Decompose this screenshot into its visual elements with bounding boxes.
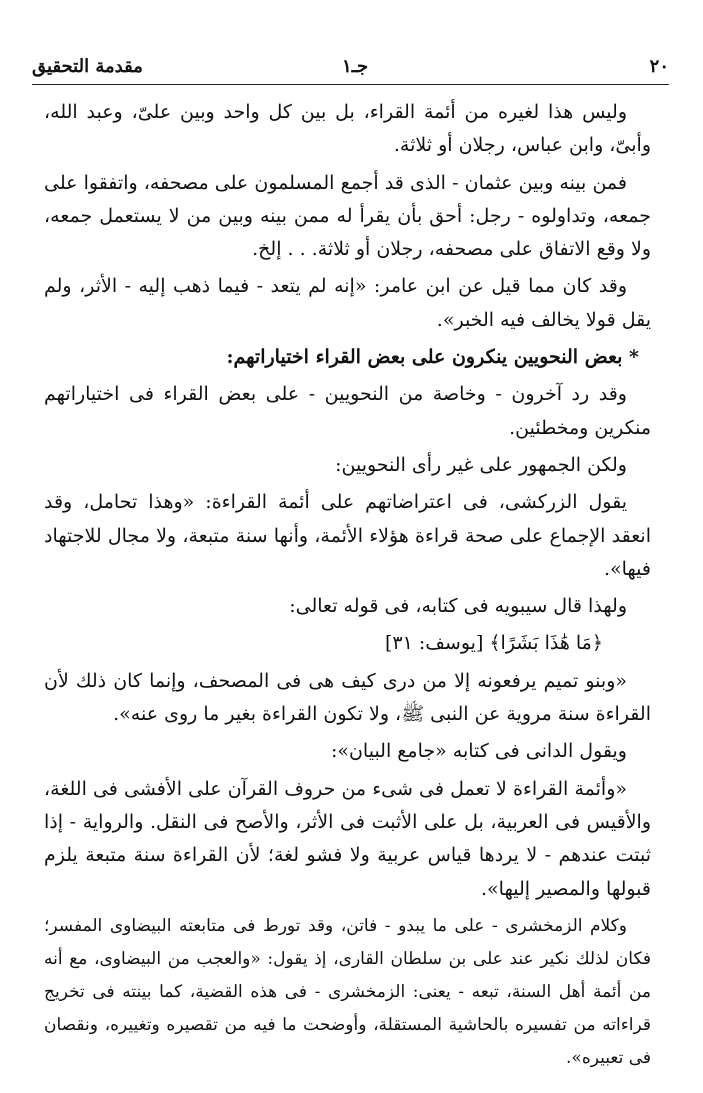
paragraph: فمن بينه وبين عثمان - الذى قد أجمع المسلمون على مصحفه، واتفقوا على جمعه، وتداولوه - رجل: أحق بأن يقرأ له ممن بينه وبين من لا يستعمل جمعه، ولا وقع الاتفاق على مصحفه، رجلان أو ثلاثة. . . إلخ. [44,171,651,261]
paragraph: وليس هذا لغيره من أئمة القراء، بل بين كل واحد وبين علىّ، وعبد الله، وأبىّ، وابن عباس، رجلان أو ثلاثة. [44,101,651,157]
paragraph: وقد كان مما قيل عن ابن عامر: «إنه لم يتعد - فيما ذهب إليه - الأثر، ولم يقل قولا يخالف فيه الخبر». [44,275,651,331]
quran-verse: ﴿مَا هَٰذَا بَشَرًا﴾ [يوسف: ٣١] [384,632,603,655]
page-body [44,96,651,1069]
paragraph: يقول الزركشى، فى اعتراضاتهم على أئمة القراءة: «وهذا تحامل، وقد انعقد الإجماع على صحة قراءة هؤلاء الأئمة، وأنها سنة متبعة، ولا مجال للاجتهاد فيها». [44,491,651,580]
section-heading: * بعض النحويين ينكرون على بعض القراء اختياراتهم: [226,346,639,369]
paragraph: ولهذا قال سيبويه فى كتابه، فى قوله تعالى: [289,595,627,618]
volume-label: جـ١ [342,56,369,77]
paragraph: «وبنو تميم يرفعونه إلا من درى كيف هى فى المصحف، وإنما كان ذلك لأن القراءة سنة مروية عن النبى ﷺ، ولا تكون القراءة بغير ما روى عنه». [44,669,651,726]
page-number: ٢٠ [649,56,669,77]
paragraph: ولكن الجمهور على غير رأى النحويين: [335,453,627,476]
paragraph: «وأئمة القراءة لا تعمل فى شىء من حروف القرآن على الأفشى فى اللغة، والأقيس فى العربية، بل على الأثبت فى الأثر، والأصح فى النقل. والرواية - إذا ثبتت عندهم - لا يردها قياس عربية ولا فشو لغة؛ لأن القراءة سنة متبعة يلزم قبولها والمصير إليها». [44,777,651,900]
paragraph: ويقول الدانى فى كتابه «جامع البيان»: [330,740,627,763]
running-title: مقدمة التحقيق [32,56,143,77]
paragraph: وقد رد آخرون - وخاصة من النحويين - على بعض القراء فى اختياراتهم منكرين ومخطئين. [44,383,651,439]
page-header [32,56,669,85]
paragraph: وكلام الزمخشرى - على ما يبدو - فاتن، وقد تورط فى متابعته البيضاوى المفسر؛ فكان لذلك نكير عند على بن سلطان القارى، إذ يقول: «والعجب من البيضاوى، مع أنه من أئمة أهل السنة، تبعه - يعنى: الزمخشرى - فى هذه القضية، كما بينته فى تخريج قراءاته من تفسيره بالحاشية المستقلة، وأوضحت ما فيه من تقصيره وتغييره، ونقصان فى تعبيره». [44,915,651,1068]
